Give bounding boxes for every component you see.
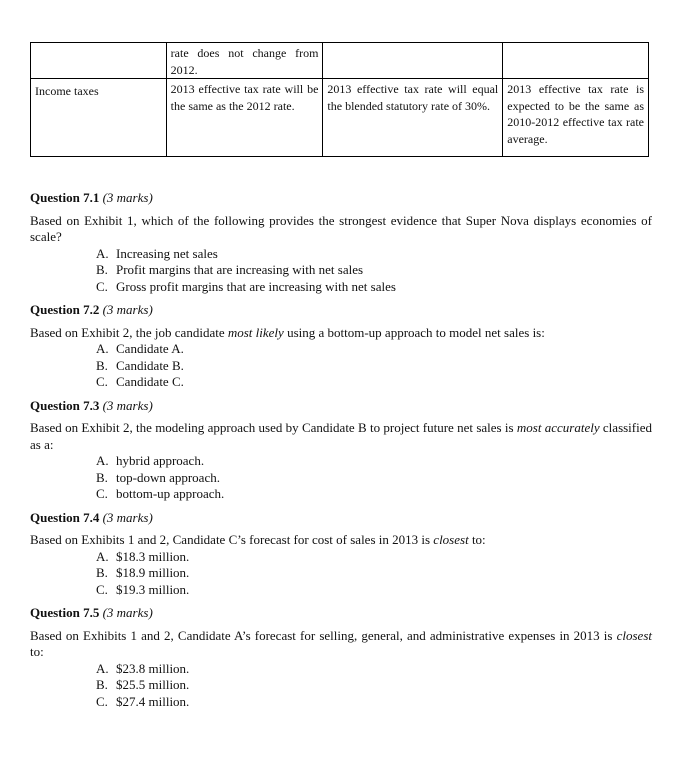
answer-option <box>96 486 652 503</box>
table-cell: 2013 effective tax rate will equal the blended statutory rate of 30%. <box>323 79 503 157</box>
document-page <box>30 42 652 717</box>
question-text-emphasis: closest <box>433 532 469 547</box>
option-text: Increasing net sales <box>116 245 218 261</box>
option-text: $23.8 million. <box>116 660 190 676</box>
table-row-income-taxes <box>31 79 649 157</box>
question-text <box>30 420 652 453</box>
question-text-emphasis: most likely <box>227 324 284 340</box>
option-text: Profit margins that are increasing with net sales <box>116 262 364 277</box>
question-text-part: to: <box>30 644 44 659</box>
answer-options <box>96 549 652 599</box>
answer-option <box>96 262 652 279</box>
question-marks: (3 marks) <box>102 605 153 620</box>
question-text <box>30 325 652 342</box>
table-cell <box>323 43 503 79</box>
answer-option <box>96 246 652 263</box>
option-letter: B. <box>96 469 108 485</box>
answer-options <box>96 246 652 296</box>
question-heading <box>30 302 652 319</box>
question-text <box>30 628 652 661</box>
option-letter: A. <box>96 341 109 356</box>
question-marks: (3 marks) <box>102 302 153 317</box>
question-text-part: Based on Exhibits 1 and 2, Candidate A’s forecast for selling, general, and administrative expenses in 2013 is <box>30 627 617 643</box>
question-title: Question 7.2 <box>30 302 100 317</box>
question-text-part: Based on Exhibits 1 and 2, Candidate C’s forecast for cost of sales in 2013 is <box>30 532 434 547</box>
option-letter: A. <box>96 548 109 564</box>
option-letter: A. <box>96 660 109 676</box>
question-marks: (3 marks) <box>102 509 153 525</box>
question-text <box>30 532 652 549</box>
question-text-part: Based on Exhibit 2, the modeling approach used by Candidate B to project future net sales is <box>30 420 517 435</box>
option-text: Candidate C. <box>116 374 184 389</box>
answer-option <box>96 565 652 582</box>
option-letter: A. <box>96 245 109 261</box>
answer-option <box>96 358 652 375</box>
question-text-part: Based on Exhibit 2, the job candidate <box>30 324 228 340</box>
exhibit-table <box>30 42 649 157</box>
question-title: Question 7.1 <box>30 190 100 205</box>
answer-option <box>96 694 652 711</box>
option-letter: B. <box>96 565 108 580</box>
question-title: Question 7.4 <box>30 509 100 525</box>
question-block <box>30 510 652 599</box>
question-text-part: using a bottom-up approach to model net sales is: <box>283 324 545 340</box>
option-text: Gross profit margins that are increasing with net sales <box>116 278 396 294</box>
answer-options <box>96 661 652 711</box>
question-block <box>30 398 652 503</box>
answer-option <box>96 582 652 599</box>
option-text: $18.3 million. <box>116 548 190 564</box>
option-letter: C. <box>96 581 108 597</box>
question-text-part: to: <box>468 532 486 547</box>
answer-option <box>96 279 652 296</box>
option-text: bottom-up approach. <box>116 486 225 501</box>
answer-option <box>96 453 652 470</box>
option-text: $18.9 million. <box>116 565 190 580</box>
question-title: Question 7.5 <box>30 605 100 620</box>
answer-options <box>96 453 652 503</box>
option-text: top-down approach. <box>116 469 220 485</box>
option-text: hybrid approach. <box>116 453 205 468</box>
question-block <box>30 605 652 710</box>
option-text: Candidate A. <box>116 341 184 356</box>
answer-option <box>96 470 652 487</box>
question-block <box>30 190 652 295</box>
table-row <box>31 43 649 79</box>
answer-option <box>96 549 652 566</box>
answer-options <box>96 341 652 391</box>
table-cell: 2013 effective tax rate will be the same as the 2012 rate. <box>166 79 323 157</box>
option-letter: B. <box>96 262 108 277</box>
table-cell <box>503 43 649 79</box>
option-text: $25.5 million. <box>116 677 190 692</box>
question-heading <box>30 605 652 622</box>
row-label: Income taxes <box>31 79 167 157</box>
question-heading <box>30 190 652 207</box>
table-cell <box>31 43 167 79</box>
question-heading <box>30 398 652 415</box>
answer-option <box>96 341 652 358</box>
option-text: $19.3 million. <box>116 581 190 597</box>
question-block <box>30 302 652 391</box>
question-title: Question 7.3 <box>30 397 100 413</box>
question-heading <box>30 510 652 527</box>
question-text-part: classified as a: <box>30 420 653 452</box>
option-letter: B. <box>96 677 108 692</box>
option-letter: C. <box>96 374 108 389</box>
answer-option <box>96 677 652 694</box>
answer-option <box>96 374 652 391</box>
option-text: Candidate B. <box>116 357 184 373</box>
question-text-emphasis: closest <box>616 627 652 643</box>
option-letter: C. <box>96 486 108 501</box>
question-text: Based on Exhibit 1, which of the following provides the strongest evidence that Super Nova displays economies of scale? <box>30 212 652 244</box>
question-list <box>30 190 652 710</box>
question-marks: (3 marks) <box>102 190 153 205</box>
option-letter: A. <box>96 453 109 468</box>
option-letter: C. <box>96 693 108 709</box>
option-letter: C. <box>96 278 108 294</box>
answer-option <box>96 661 652 678</box>
table-cell: rate does not change from 2012. <box>166 43 323 79</box>
table-cell: 2013 effective tax rate is expected to be the same as 2010-2012 effective tax rate average. <box>503 79 649 157</box>
option-letter: B. <box>96 357 108 373</box>
question-marks: (3 marks) <box>102 397 153 413</box>
option-text: $27.4 million. <box>116 693 190 709</box>
question-text-emphasis: most accurately <box>516 420 600 435</box>
